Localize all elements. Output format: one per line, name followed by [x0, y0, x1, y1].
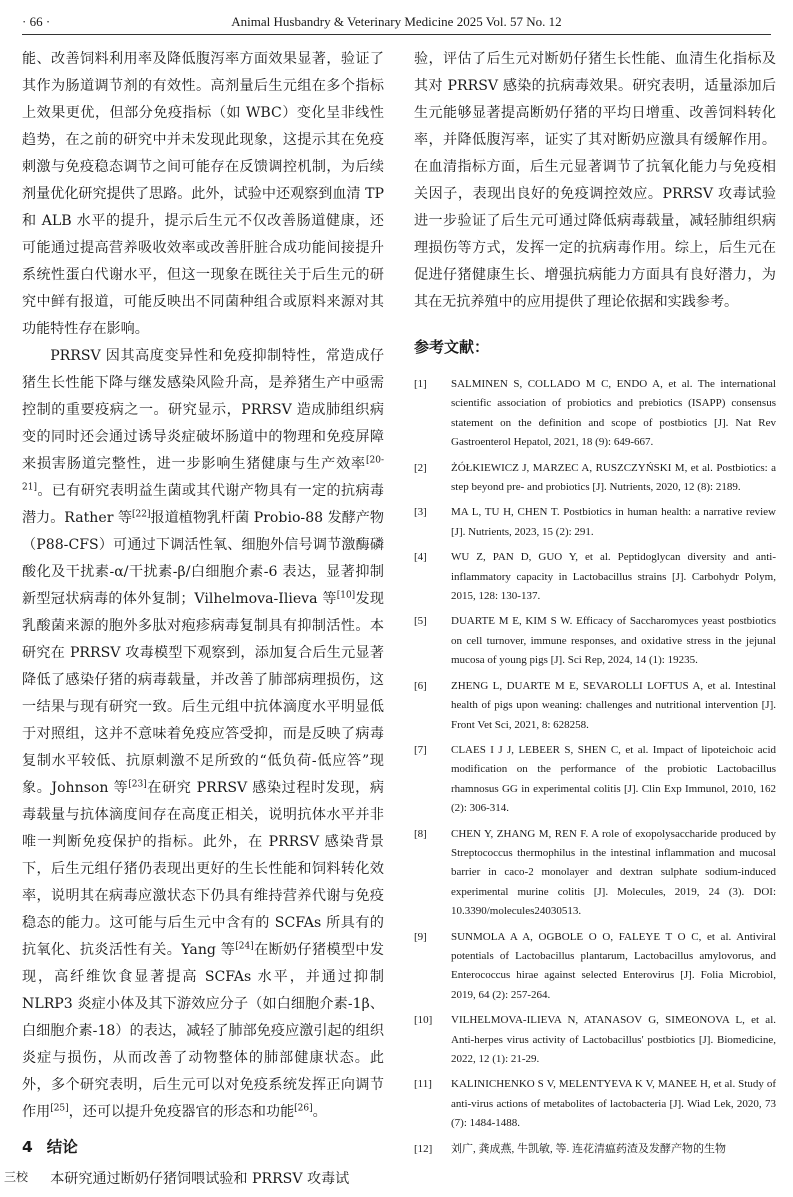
left-column [22, 46, 385, 1187]
reference-number: [10] [414, 1014, 433, 1027]
reference-item [414, 548, 776, 606]
reference-item [414, 928, 776, 1006]
references-heading: 参考文献： [414, 338, 490, 356]
paragraph-discussion-1: 能、改善饲料利用率及降低腹泻率方面效果显著，验证了其作为肠道调节剂的有效性。高剂量后生元组在多个指标上效果更优，但部分免疫指标（如 WBC）变化呈非线性趋势，在之前的研究中并未发现此现象，这提示其在免疫刺激与免疫稳态调节之间可能存在反馈调控机制，为后续剂量优化研究提供了思路。此外，试验中还观察到血清 TP 和 ALB 水平的提升，提示后生元不仅改善肠道健康，还可能通过提高营养吸收效率或改善肝脏合成功能间接提升系统性蛋白代谢水平，但这一现象在既往关于后生元的研究中鲜有报道，可能反映出不同菌种组合或原料来源对其功能特性存在影响。 [22, 51, 384, 337]
paragraph-discussion-2: PRRSV 因其高度变异性和免疫抑制特性，常造成仔猪生长性能下降与继发感染风险升高，是养猪生产中亟需控制的重要疫病之一。研究显示，PRRSV 造成肺组织病变的同时还会通过诱导炎症破坏肠道中的物理和免疫屏障来损害肠道完整性，进一步影响生猪健康与生产效率[20-21]。已有研究表明益生菌或其代谢产物具有一定的抗病毒潜力。Rather 等[22]报道植物乳杆菌 Probio-88 发酵产物（P88-CFS）可通过下调活性氧、细胞外信号调节激酶磷酸化及干扰素-α/干扰素-β/白细胞介素-6 表达，显著抑制新型冠状病毒的体外复制；Vilhelmova-Ilieva 等[10]发现乳酸菌来源的胞外多肽对疱疹病毒复制具有抑制活性。本研究在 PRRSV 攻毒模型下观察到，添加复合后生元显著降低了感染仔猪的病毒载量，并改善了肺部病理损伤，这一结果与现有研究一致。后生元组中抗体滴度水平明显低于对照组，这并不意味着免疫应答受抑，而是反映了病毒复制水平较低、抗原刺激不足所致的“低负荷-低应答”现象。Johnson 等[23]在研究 PRRSV 感染过程时发现，病毒载量与抗体滴度间存在高度正相关，说明抗体水平并非唯一判断免疫保护的指标。此外，在 PRRSV 感染背景下，后生元组仔猪仍表现出更好的生长性能和饲料转化效率，说明其在病毒应激状态下仍具有维持营养代谢与免疫稳态的能力。这可能与后生元中含有的 SCFAs 所具有的抗氧化、抗炎活性有关。Yang 等[24]在断奶仔猪模型中发现，高纤维饮食显著提高 SCFAs 水平，并通过抑制 NLRP3 炎症小体及其下游效应分子（如白细胞介素-1β、白细胞介素-18）的表达，减轻了肺部免疫应激引起的组织炎症与损伤，从而改善了动物整体的肺部健康状态。此外，多个研究表明，后生元可以对免疫系统发挥正向调节作用[25]，还可以提升免疫器官的形态和功能[26]。 [22, 348, 385, 1120]
reference-text: WU Z, PAN D, GUO Y, et al. Peptidoglycan diversity and anti-inflammatory capacity in Lactobacillus strains [J]. Carbohydr Polym, 2015, 128: 130-137. [451, 551, 776, 603]
reference-number: [4] [414, 551, 427, 564]
citation: [23] [128, 779, 147, 790]
citation: [10] [336, 590, 356, 601]
citation: [24] [235, 941, 254, 952]
running-header [22, 12, 771, 35]
reference-number: [12] [414, 1142, 433, 1155]
reference-item [414, 503, 776, 542]
reference-text: CLAES I J J, LEBEER S, SHEN C, et al. Impact of lipoteichoic acid modification on the performance of the probiotic Lactobacillus rhamnosus GG in experimental colitis [J]. Clin Exp Immunol, 2010, 162 (2): 306-314. [451, 743, 776, 815]
paragraph-conclusion-start: 本研究通过断奶仔猪饲喂试验和 PRRSV 攻毒试 [50, 1171, 350, 1187]
reference-text: 刘广, 龚成燕, 牛凯敏, 等. 连花清瘟药渣及发酵产物的生物 [451, 1142, 726, 1155]
reference-text: MA L, TU H, CHEN T. Postbiotics in human health: a narrative review [J]. Nutrients, 2023, 15 (2): 291. [451, 506, 776, 538]
reference-item [414, 741, 776, 819]
reference-item [414, 459, 776, 498]
footer-mark: 三校 [4, 1170, 29, 1184]
reference-item [414, 375, 776, 453]
reference-text: VILHELMOVA-ILIEVA N, ATANASOV G, SIMEONOVA L, et al. Anti-herpes virus activity of Lactobacillus' postbiotics [J]. Biomedicine, 2022, 12 (1): 21-29. [451, 1014, 776, 1065]
right-column [414, 46, 776, 1155]
reference-item [414, 677, 776, 735]
reference-list [414, 375, 776, 1159]
citation: [25] [50, 1103, 69, 1114]
reference-number: [9] [414, 930, 427, 943]
reference-number: [1] [414, 378, 427, 390]
section-heading-conclusion [22, 1134, 384, 1160]
reference-number: [6] [414, 679, 427, 692]
reference-text: ZHENG L, DUARTE M E, SEVAROLLI LOFTUS A, et al. Intestinal health of pigs upon weaning: challenges and nutritional intervention [J]. Front Vet Sci, 2021, 8: 628258. [451, 679, 776, 731]
citation: [20-21] [22, 455, 384, 493]
paragraph-conclusion-cont: 验，评估了后生元对断奶仔猪生长性能、血清生化指标及其对 PRRSV 感染的抗病毒效果。研究表明，适量添加后生元能够显著提高断奶仔猪的平均日增重、改善饲料转化率，并降低腹泻率，证实了其对断奶应激具有缓解作用。在血清指标方面，后生元显著调节了抗氧化能力与免疫相关因子，表现出良好的免疫调控效应。PRRSV 攻毒试验进一步验证了后生元可通过降低病毒载量，减轻肺组织病理损伤等方式，发挥一定的抗病毒作用。综上，后生元在促进仔猪健康生长、增强抗病能力方面具有良好潜力，为其在无抗养殖中的应用提供了理论依据和实践参考。 [414, 51, 776, 310]
reference-text: KALINICHENKO S V, MELENTYEVA K V, MANEE H, et al. Study of anti-virus actions of metabolites of lactobacteria [J]. Wiad Lek, 2020, 73 (7): 1484-1488. [451, 1078, 776, 1130]
reference-item [414, 825, 776, 922]
citation: [22] [132, 509, 151, 520]
reference-number: [8] [414, 827, 427, 840]
page-number: · 66 · [22, 14, 51, 29]
citation: [26] [294, 1103, 313, 1114]
reference-item [414, 1140, 776, 1159]
reference-number: [5] [414, 615, 427, 628]
reference-item [414, 612, 776, 670]
reference-item [414, 1011, 776, 1069]
section-title: 结论 [46, 1138, 78, 1156]
reference-text: ŻÓŁKIEWICZ J, MARZEC A, RUSZCZYŃSKI M, et al. Postbiotics: a step beyond pre- and probiotics [J]. Nutrients, 2020, 12 (8): 2189. [451, 461, 776, 494]
reference-number: [7] [414, 743, 427, 756]
reference-text: DUARTE M E, KIM S W. Efficacy of Saccharomyces yeast postbiotics on cell turnover, immune responses, and oxidative stress in the jejunal mucosa of young pigs [J]. Sci Rep, 2024, 14 (1): 19235. [451, 615, 776, 667]
reference-number: [11] [414, 1078, 432, 1091]
journal-line: Animal Husbandry & Veterinary Medicine 2025 Vol. 57 No. 12 [231, 14, 562, 29]
reference-text: SUNMOLA A A, OGBOLE O O, FALEYE T O C, et al. Antiviral potentials of Lactobacillus plantarum, Lactobacillus amylovorus, and Enterococcus hirae against selected Enterovirus [J]. Folia Microbiol, 2019, 64 (2): 257-264. [451, 930, 776, 1001]
reference-number: [3] [414, 506, 427, 519]
reference-text: CHEN Y, ZHANG M, REN F. A role of exopolysaccharide produced by Streptococcus thermophilus in the intestinal inflammation and mucosal barrier in caco-2 monolayer and dextran sulphate sodium-induced experimental murine colitis [J]. Molecules, 2019, 24 (3). DOI: 10.3390/molecules24030513. [451, 827, 776, 918]
reference-number: [2] [414, 461, 427, 474]
section-number: 4 [22, 1138, 33, 1156]
reference-text: SALMINEN S, COLLADO M C, ENDO A, et al. The international scientific association of probiotics and prebiotics (ISAPP) consensus statement on the definition and scope of postbiotics [J]. Nat Rev Gastroenterol Hepatol, 2021, 18 (9): 649-667. [451, 378, 776, 449]
reference-item [414, 1075, 776, 1133]
